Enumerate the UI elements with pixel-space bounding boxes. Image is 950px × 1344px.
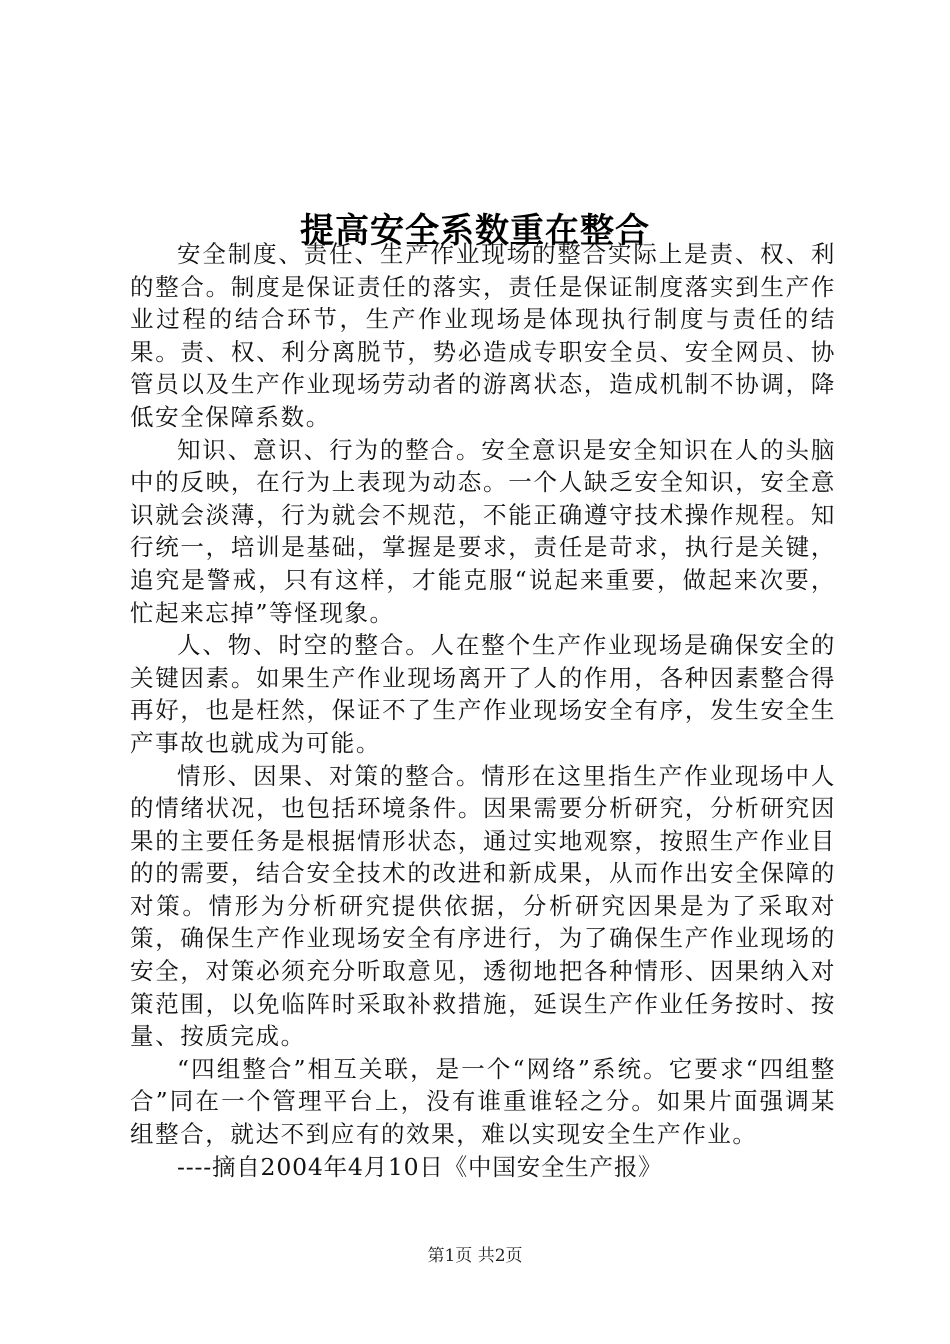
paragraph-5: “四组整合”相互关联，是一个“网络”系统。它要求“四组整合”同在一个管理平台上，没有谁重谁轻之分。如果片面强调某组整合，就达不到应有的效果，难以实现安全生产作业。 bbox=[130, 1054, 836, 1149]
paragraph-2: 知识、意识、行为的整合。安全意识是安全知识在人的头脑中的反映，在行为上表现为动态。一个人缺乏安全知识，安全意识就会淡薄，行为就会不规范，不能正确遵守技术操作规程。知行统一，培训是基础，掌握是要求，责任是苛求，执行是关键，追究是警戒，只有这样，才能克服“说起来重要，做起来次要，忙起来忘掉”等怪现象。 bbox=[130, 435, 836, 627]
page-number-footer: 第1页 共2页 bbox=[427, 1246, 523, 1266]
document-title: 提高安全系数重在整合 bbox=[300, 210, 650, 251]
document-body bbox=[130, 238, 836, 1183]
paragraph-4: 情形、因果、对策的整合。情形在这里指生产作业现场中人的情绪状况，也包括环境条件。因果需要分析研究，分析研究因果的主要任务是根据情形状态，通过实地观察，按照生产作业目的的需要，结合安全技术的改进和新成果，从而作出安全保障的对策。情形为分析研究提供依据，分析研究因果是为了采取对策，确保生产作业现场安全有序进行，为了确保生产作业现场的安全，对策必须充分听取意见，透彻地把各种情形、因果纳入对策范围，以免临阵时采取补救措施，延误生产作业任务按时、按量、按质完成。 bbox=[130, 761, 836, 1051]
paragraph-1: 安全制度、责任、生产作业现场的整合实际上是责、权、利的整合。制度是保证责任的落实，责任是保证制度落实到生产作业过程的结合环节，生产作业现场是体现执行制度与责任的结果。责、权、利分离脱节，势必造成专职安全员、安全网员、协管员以及生产作业现场劳动者的游离状态，造成机制不协调，降低安全保障系数。 bbox=[130, 240, 836, 431]
paragraph-3: 人、物、时空的整合。人在整个生产作业现场是确保安全的关键因素。如果生产作业现场离开了人的作用，各种因素整合得再好，也是枉然，保证不了生产作业现场安全有序，发生安全生产事故也就成为可能。 bbox=[130, 631, 836, 757]
source-citation: ----摘自2004年4月10日《中国安全生产报》 bbox=[177, 1152, 663, 1181]
